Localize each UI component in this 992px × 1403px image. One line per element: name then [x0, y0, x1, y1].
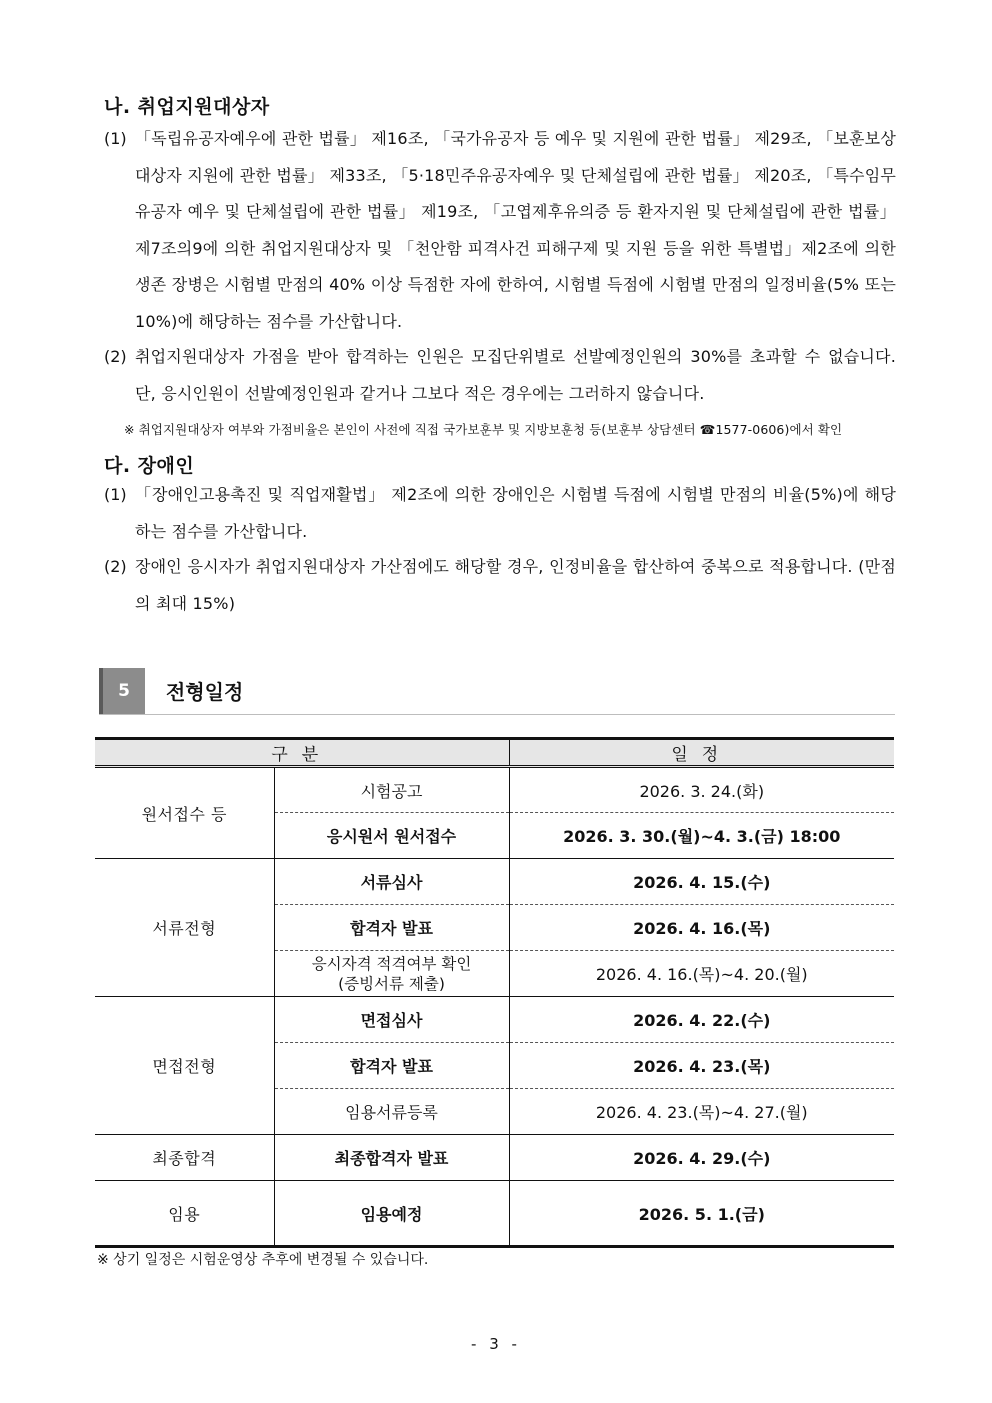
date-cell: 2026. 4. 16.(목)~4. 20.(월) [509, 951, 894, 997]
date-cell: 2026. 5. 1.(금) [509, 1181, 894, 1247]
item-cell: 합격자 발표 [274, 905, 509, 951]
paragraph-da-2 [104, 549, 896, 622]
schedule-footnote: ※ 상기 일정은 시험운영상 추후에 변경될 수 있습니다. [97, 1252, 429, 1268]
paragraph-text: 장애인 응시자가 취업지원대상자 가산점에도 해당할 경우, 인정비율을 합산하여 중복으로 적용합니다. (만점의 최대 15%) [135, 557, 896, 613]
item-number: (1) [104, 129, 127, 148]
section-divider [99, 714, 895, 715]
table-row [95, 997, 894, 1043]
date-cell: 2026. 3. 30.(월)~4. 3.(금) 18:00 [509, 813, 894, 859]
item-cell: 서류심사 [274, 859, 509, 905]
date-cell: 2026. 4. 15.(수) [509, 859, 894, 905]
item-line-1: 응시자격 적격여부 확인 [311, 954, 472, 973]
paragraph-text: 「독립유공자예우에 관한 법률」 제16조, 「국가유공자 등 예우 및 지원에 관한 법률」 제29조, 「보훈보상대상자 지원에 관한 법률」 제33조, 「5·18민주유공자예우 및 단체설립에 관한 법률」 제20조, 「특수임무유공자 예우 및 단체설립에 관한 법률」 제19조, 「고엽제후유의증 등 환자지원 및 단체설립에 관한 법률」 제7조의9에 의한 취업지원대상자 및 「천안함 피격사건 피해구제 및 지원 등을 위한 특별법」제2조에 의한 생존 장병은 시험별 만점의 40% 이상 득점한 자에 한하여, 시험별 득점에 시험별 만점의 일정비율(5% 또는 10%)에 해당하는 점수를 가산합니다. [135, 129, 896, 331]
date-cell: 2026. 4. 29.(수) [509, 1135, 894, 1181]
item-line-2: (증빙서류 제출) [338, 974, 445, 993]
item-number: (2) [104, 557, 127, 576]
section-title: 전형일정 [166, 680, 244, 704]
item-cell: 면접심사 [274, 997, 509, 1043]
date-cell: 2026. 3. 24.(화) [509, 767, 894, 813]
note-employment-support: ※ 취업지원대상자 여부와 가점비율은 본인이 사전에 직접 국가보훈부 및 지방보훈청 등(보훈부 상담센터 ☎1577-0606)에서 확인 [124, 422, 843, 437]
item-cell: 임용서류등록 [274, 1089, 509, 1135]
schedule-table [95, 737, 894, 1248]
header-category: 구분 [95, 739, 509, 767]
table-row [95, 767, 894, 813]
group-document-screening: 서류전형 [95, 859, 274, 997]
item-cell: 응시원서 원서접수 [274, 813, 509, 859]
paragraph-text: 「장애인고용촉진 및 직업재활법」 제2조에 의한 장애인은 시험별 득점에 시험별 만점의 비율(5%)에 해당하는 점수를 가산합니다. [135, 485, 896, 541]
item-number: (2) [104, 347, 127, 366]
group-interview: 면접전형 [95, 997, 274, 1135]
page-number: - 3 - [471, 1335, 521, 1353]
date-cell: 2026. 4. 22.(수) [509, 997, 894, 1043]
paragraph-na-2 [104, 339, 896, 412]
table-row [95, 1135, 894, 1181]
header-schedule: 일정 [509, 739, 894, 767]
paragraph-da-1 [104, 477, 896, 550]
group-final-pass: 최종합격 [95, 1135, 274, 1181]
paragraph-text: 취업지원대상자 가점을 받아 합격하는 인원은 모집단위별로 선발예정인원의 30%를 초과할 수 없습니다. 단, 응시인원이 선발예정인원과 같거나 그보다 적은 경우에는 그러하지 않습니다. [135, 347, 896, 403]
item-cell: 임용예정 [274, 1181, 509, 1247]
date-cell: 2026. 4. 23.(목) [509, 1043, 894, 1089]
group-appointment: 임용 [95, 1181, 274, 1247]
group-application: 원서접수 등 [95, 767, 274, 859]
heading-disabled: 다. 장애인 [104, 455, 195, 477]
item-number: (1) [104, 485, 127, 504]
table-row [95, 1181, 894, 1247]
item-cell: 합격자 발표 [274, 1043, 509, 1089]
item-cell: 시험공고 [274, 767, 509, 813]
paragraph-na-1 [104, 121, 896, 340]
item-cell: 최종합격자 발표 [274, 1135, 509, 1181]
table-row [95, 859, 894, 905]
date-cell: 2026. 4. 16.(목) [509, 905, 894, 951]
item-cell [274, 951, 509, 997]
date-cell: 2026. 4. 23.(목)~4. 27.(월) [509, 1089, 894, 1135]
heading-employment-support: 나. 취업지원대상자 [104, 96, 270, 118]
section-number-badge: 5 [99, 668, 145, 714]
